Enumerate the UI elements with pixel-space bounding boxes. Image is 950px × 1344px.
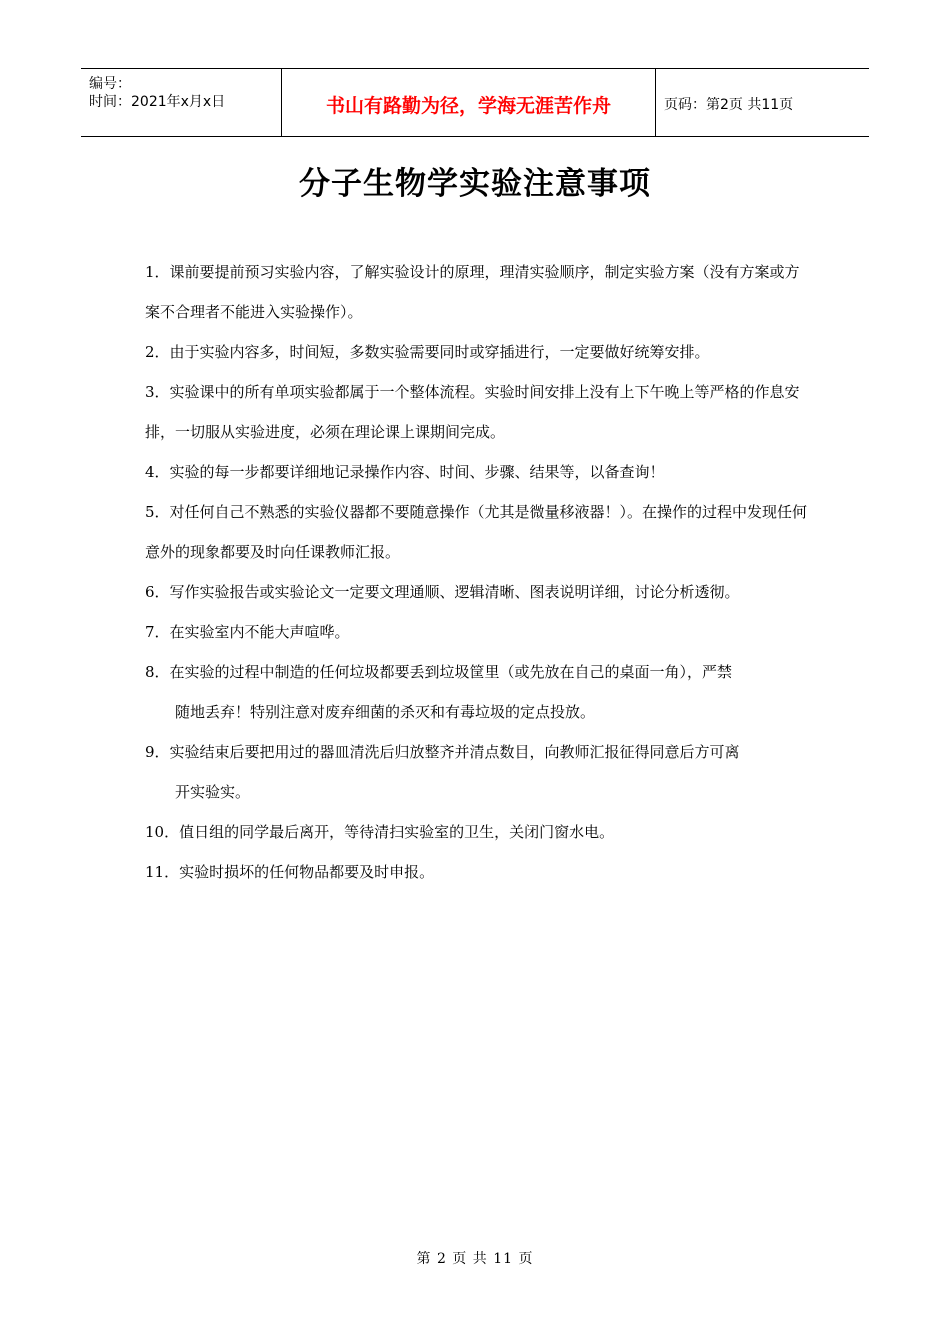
rule-text-line2: 开实验实。	[175, 783, 251, 801]
rule-text: 在实验室内不能大声喧哗。	[169, 623, 350, 641]
rule-number: 10．	[145, 823, 180, 841]
rule-number: 2．	[145, 343, 170, 361]
rule-text: 实验的每一步都要详细地记录操作内容、时间、步骤、结果等，以备查询！	[169, 463, 665, 481]
header-page-info: 页码：第2页 共11页	[664, 97, 794, 113]
page-header	[81, 68, 869, 137]
rule-text-line1: 实验结束后要把用过的器皿清洗后归放整齐并清点数目，向教师汇报征得同意后方可离	[169, 743, 740, 761]
rule-text: 实验课中的所有单项实验都属于一个整体流程。实验时间安排上没有上下午晚上等严格的作息安排，一切服从实验进度，必须在理论课上课期间完成。	[145, 383, 800, 441]
rule-text: 课前要提前预习实验内容，了解实验设计的原理，理清实验顺序，制定实验方案（没有方案或方案不合理者不能进入实验操作）。	[145, 263, 800, 321]
document-title: 分子生物学实验注意事项	[299, 166, 651, 202]
rule-text-line2: 随地丢弃！特别注意对废弃细菌的杀灭和有毒垃圾的定点投放。	[175, 703, 596, 721]
rule-number: 4．	[145, 463, 170, 481]
rule-text-line1: 在实验的过程中制造的任何垃圾都要丢到垃圾筐里（或先放在自己的桌面一角），严禁	[169, 663, 733, 681]
rules-list	[145, 252, 810, 892]
rule-text: 由于实验内容多，时间短，多数实验需要同时或穿插进行，一定要做好统筹安排。	[169, 343, 710, 361]
rule-item-1	[145, 252, 810, 332]
rule-item-3	[145, 372, 810, 452]
header-motto: 书山有路勤为径，学海无涯苦作舟	[325, 95, 611, 117]
rule-number: 1．	[145, 263, 170, 281]
rule-number: 9．	[145, 743, 170, 761]
page-footer: 第 2 页 共 11 页	[416, 1251, 534, 1267]
rule-number: 7．	[145, 623, 170, 641]
rule-item-7	[145, 612, 810, 652]
rule-number: 3．	[145, 383, 170, 401]
rule-text: 写作实验报告或实验论文一定要文理通顺、逻辑清晰、图表说明详细，讨论分析透彻。	[169, 583, 740, 601]
rule-number: 11．	[145, 863, 180, 881]
rule-item-5	[145, 492, 810, 572]
rule-text: 值日组的同学最后离开，等待清扫实验室的卫生，关闭门窗水电。	[179, 823, 615, 841]
rule-number: 8．	[145, 663, 170, 681]
rule-item-10	[145, 812, 810, 852]
rule-number: 5．	[145, 503, 170, 521]
rule-item-11	[145, 852, 810, 892]
rule-item-4	[145, 452, 810, 492]
rule-text: 对任何自己不熟悉的实验仪器都不要随意操作（尤其是微量移液器！）。在操作的过程中发现任何意外的现象都要及时向任课教师汇报。	[145, 503, 808, 561]
header-motto-cell	[281, 69, 656, 136]
rule-item-8	[145, 652, 810, 732]
rule-item-6	[145, 572, 810, 612]
rule-item-9	[145, 732, 810, 812]
header-meta-cell	[81, 69, 281, 136]
document-number-label: 编号：	[89, 76, 131, 92]
header-page-cell	[655, 69, 869, 136]
rule-item-2	[145, 332, 810, 372]
document-date: 时间：2021年x月x日	[89, 94, 226, 110]
rule-number: 6．	[145, 583, 170, 601]
rule-text: 实验时损坏的任何物品都要及时申报。	[179, 863, 435, 881]
